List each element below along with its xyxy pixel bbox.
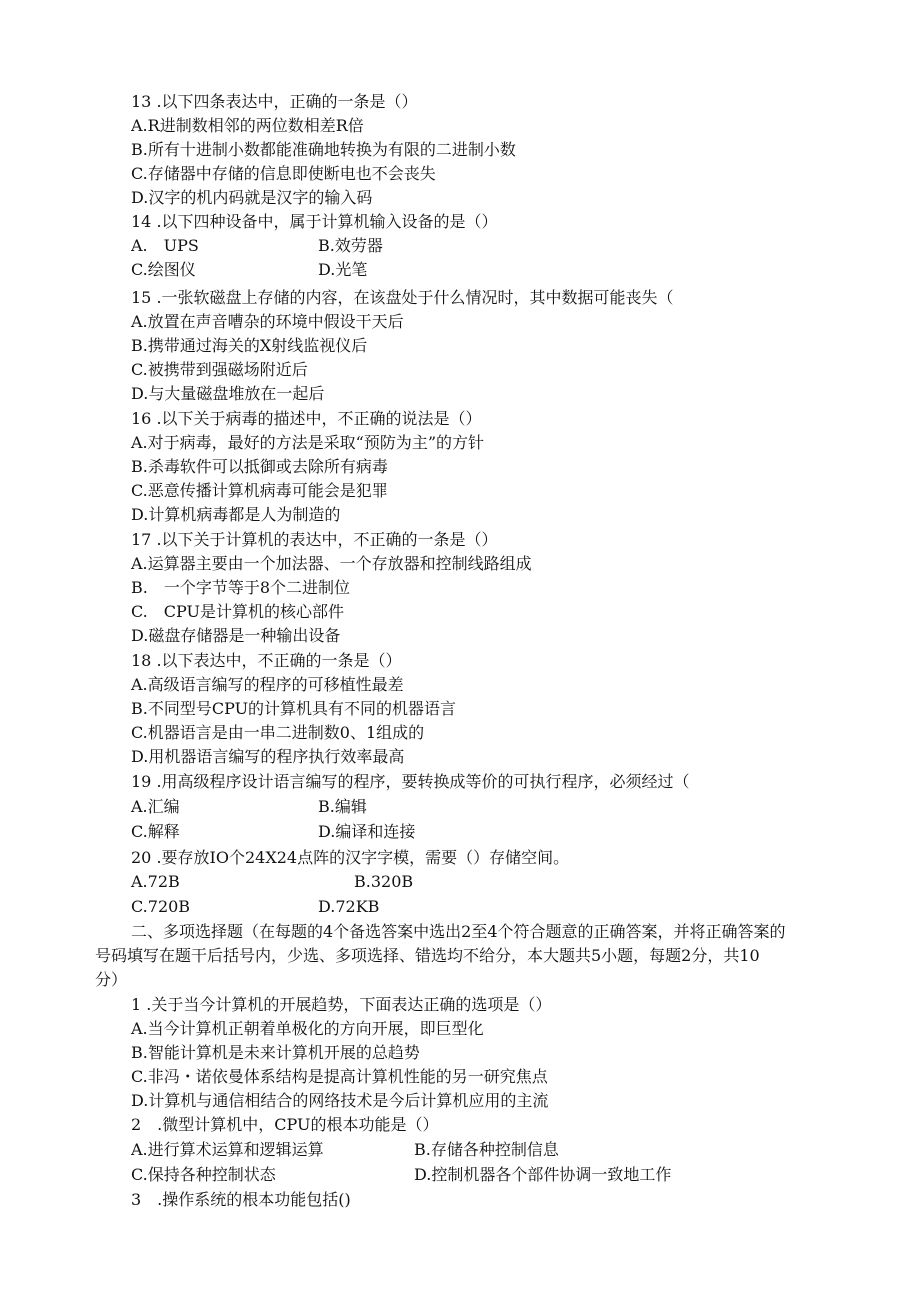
section-2-intro-end bbox=[0, 968, 920, 992]
question-20-options-row-2 bbox=[0, 895, 920, 919]
question-18-option-a bbox=[0, 673, 920, 697]
question-17-option-b bbox=[0, 576, 920, 600]
question-17-option-d bbox=[0, 624, 920, 648]
question-16-option-d bbox=[0, 503, 920, 527]
option-text: B.不同型号CPU的计算机具有不同的机器语言 bbox=[131, 699, 457, 718]
option-text: A.放置在声音嘈杂的环境中假设干天后 bbox=[131, 312, 404, 331]
multi-question-1-option-a bbox=[0, 1017, 920, 1041]
option-b: B.320B bbox=[354, 872, 414, 891]
question-15-option-d bbox=[0, 382, 920, 406]
multi-question-1-option-c bbox=[0, 1065, 920, 1089]
question-20-stem bbox=[0, 846, 920, 870]
question-text: 13 .以下四条表达中，正确的一条是（） bbox=[131, 92, 418, 111]
option-text: D.磁盘存储器是一种输出设备 bbox=[131, 626, 341, 645]
multi-question-3-stem bbox=[0, 1188, 920, 1212]
question-15-option-a bbox=[0, 310, 920, 334]
question-13-option-c bbox=[0, 162, 920, 186]
option-a: A.72B bbox=[131, 872, 180, 891]
section-intro-line-1: 二、多项选择题（在每题的4个备选答案中选出2至4个符合题意的正确答案，并将正确答案的 bbox=[131, 922, 786, 941]
option-a: A. UPS bbox=[131, 236, 199, 255]
question-17-option-a bbox=[0, 552, 920, 576]
question-14-options-row-1 bbox=[0, 234, 920, 258]
option-text: C.非冯・诺依曼体系结构是提高计算机性能的另一研究焦点 bbox=[131, 1067, 548, 1086]
option-text: C.恶意传播计算机病毒可能会是犯罪 bbox=[131, 481, 388, 500]
section-2-heading bbox=[0, 920, 920, 944]
multi-question-2-stem bbox=[0, 1113, 920, 1137]
section-2-intro-continued bbox=[0, 944, 920, 968]
option-d: D.72KB bbox=[318, 897, 380, 916]
option-c: C.720B bbox=[131, 897, 191, 916]
option-text: B.所有十进制小数都能准确地转换为有限的二进制小数 bbox=[131, 140, 516, 159]
question-16-stem bbox=[0, 407, 920, 431]
option-text: D.计算机与通信相结合的网络技术是今后计算机应用的主流 bbox=[131, 1091, 549, 1110]
question-text: 16 .以下关于病毒的描述中，不正确的说法是（） bbox=[131, 409, 482, 428]
option-text: D.汉字的机内码就是汉字的输入码 bbox=[131, 188, 373, 207]
question-13-option-d bbox=[0, 186, 920, 210]
question-18-option-b bbox=[0, 697, 920, 721]
option-text: A.对于病毒，最好的方法是采取“预防为主”的方针 bbox=[131, 433, 485, 452]
question-text: 18 .以下表达中，不正确的一条是（） bbox=[131, 651, 402, 670]
option-b: B.效劳器 bbox=[318, 236, 383, 255]
option-text: C.存储器中存储的信息即使断电也不会丧失 bbox=[131, 164, 436, 183]
option-c: C.解释 bbox=[131, 822, 180, 841]
option-text: B. 一个字节等于8个二进制位 bbox=[131, 578, 351, 597]
multi-question-1-stem bbox=[0, 993, 920, 1017]
option-text: A.当今计算机正朝着单极化的方向开展，即巨型化 bbox=[131, 1019, 484, 1038]
option-b: B.编辑 bbox=[318, 797, 367, 816]
question-19-stem bbox=[0, 770, 920, 794]
section-intro-line-2: 号码填写在题干后括号内，少选、多项选择、错选均不给分，本大题共5小题，每题2分，共10 bbox=[95, 946, 760, 965]
option-text: D.用机器语言编写的程序执行效率最高 bbox=[131, 747, 405, 766]
multi-question-1-option-b bbox=[0, 1041, 920, 1065]
question-15-option-b bbox=[0, 334, 920, 358]
question-17-stem bbox=[0, 528, 920, 552]
question-text: 3 .操作系统的根本功能包括() bbox=[131, 1190, 351, 1209]
question-15-option-c bbox=[0, 358, 920, 382]
question-text: 15 .一张软磁盘上存储的内容，在该盘处于什么情况时，其中数据可能丧失（ bbox=[131, 288, 674, 307]
question-14-options-row-2 bbox=[0, 258, 920, 282]
option-text: B.杀毒软件可以抵御或去除所有病毒 bbox=[131, 457, 388, 476]
question-text: 19 .用高级程序设计语言编写的程序，要转换成等价的可执行程序，必须经过（ bbox=[131, 772, 690, 791]
option-text: D.与大量磁盘堆放在一起后 bbox=[131, 384, 325, 403]
question-13-option-b bbox=[0, 138, 920, 162]
multi-question-2-options-row-2 bbox=[0, 1163, 920, 1187]
question-text: 1 .关于当今计算机的开展趋势，下面表达正确的选项是（） bbox=[131, 995, 552, 1014]
option-text: A.运算器主要由一个加法器、一个存放器和控制线路组成 bbox=[131, 554, 532, 573]
option-c: C.保持各种控制状态 bbox=[131, 1165, 276, 1184]
question-16-option-c bbox=[0, 479, 920, 503]
question-text: 17 .以下关于计算机的表达中，不正确的一条是（） bbox=[131, 530, 498, 549]
question-19-options-row-1 bbox=[0, 795, 920, 819]
multi-question-1-option-d bbox=[0, 1089, 920, 1113]
question-text: 14 .以下四种设备中，属于计算机输入设备的是（） bbox=[131, 212, 498, 231]
option-text: D.计算机病毒都是人为制造的 bbox=[131, 505, 341, 524]
option-d: D.编译和连接 bbox=[318, 822, 416, 841]
question-17-option-c bbox=[0, 600, 920, 624]
question-text: 2 .微型计算机中，CPU的根本功能是（） bbox=[131, 1115, 439, 1134]
option-text: C. CPU是计算机的核心部件 bbox=[131, 602, 344, 621]
option-text: A.高级语言编写的程序的可移植性最差 bbox=[131, 675, 404, 694]
option-d: D.光笔 bbox=[318, 260, 368, 279]
option-b: B.存储各种控制信息 bbox=[414, 1140, 559, 1159]
question-13-stem bbox=[0, 90, 920, 114]
question-19-options-row-2 bbox=[0, 820, 920, 844]
section-intro-line-3: 分） bbox=[95, 970, 128, 989]
option-a: A.进行算术运算和逻辑运算 bbox=[131, 1140, 324, 1159]
question-18-option-c bbox=[0, 721, 920, 745]
option-c: C.绘图仪 bbox=[131, 260, 196, 279]
question-13-option-a bbox=[0, 114, 920, 138]
question-20-options-row-1 bbox=[0, 870, 920, 894]
question-16-option-a bbox=[0, 431, 920, 455]
question-text: 20 .要存放IO个24X24点阵的汉字字模，需要（）存储空间。 bbox=[131, 848, 570, 867]
question-15-stem bbox=[0, 286, 920, 310]
option-text: A.R进制数相邻的两位数相差R倍 bbox=[131, 116, 364, 135]
option-text: B.携带通过海关的X射线监视仪后 bbox=[131, 336, 368, 355]
question-18-stem bbox=[0, 649, 920, 673]
option-text: C.被携带到强磁场附近后 bbox=[131, 360, 308, 379]
option-text: B.智能计算机是未来计算机开展的总趋势 bbox=[131, 1043, 420, 1062]
question-14-stem bbox=[0, 210, 920, 234]
question-16-option-b bbox=[0, 455, 920, 479]
option-text: C.机器语言是由一串二进制数0、1组成的 bbox=[131, 723, 425, 742]
option-a: A.汇编 bbox=[131, 797, 180, 816]
question-18-option-d bbox=[0, 745, 920, 769]
option-d: D.控制机器各个部件协调一致地工作 bbox=[414, 1165, 672, 1184]
multi-question-2-options-row-1 bbox=[0, 1138, 920, 1162]
